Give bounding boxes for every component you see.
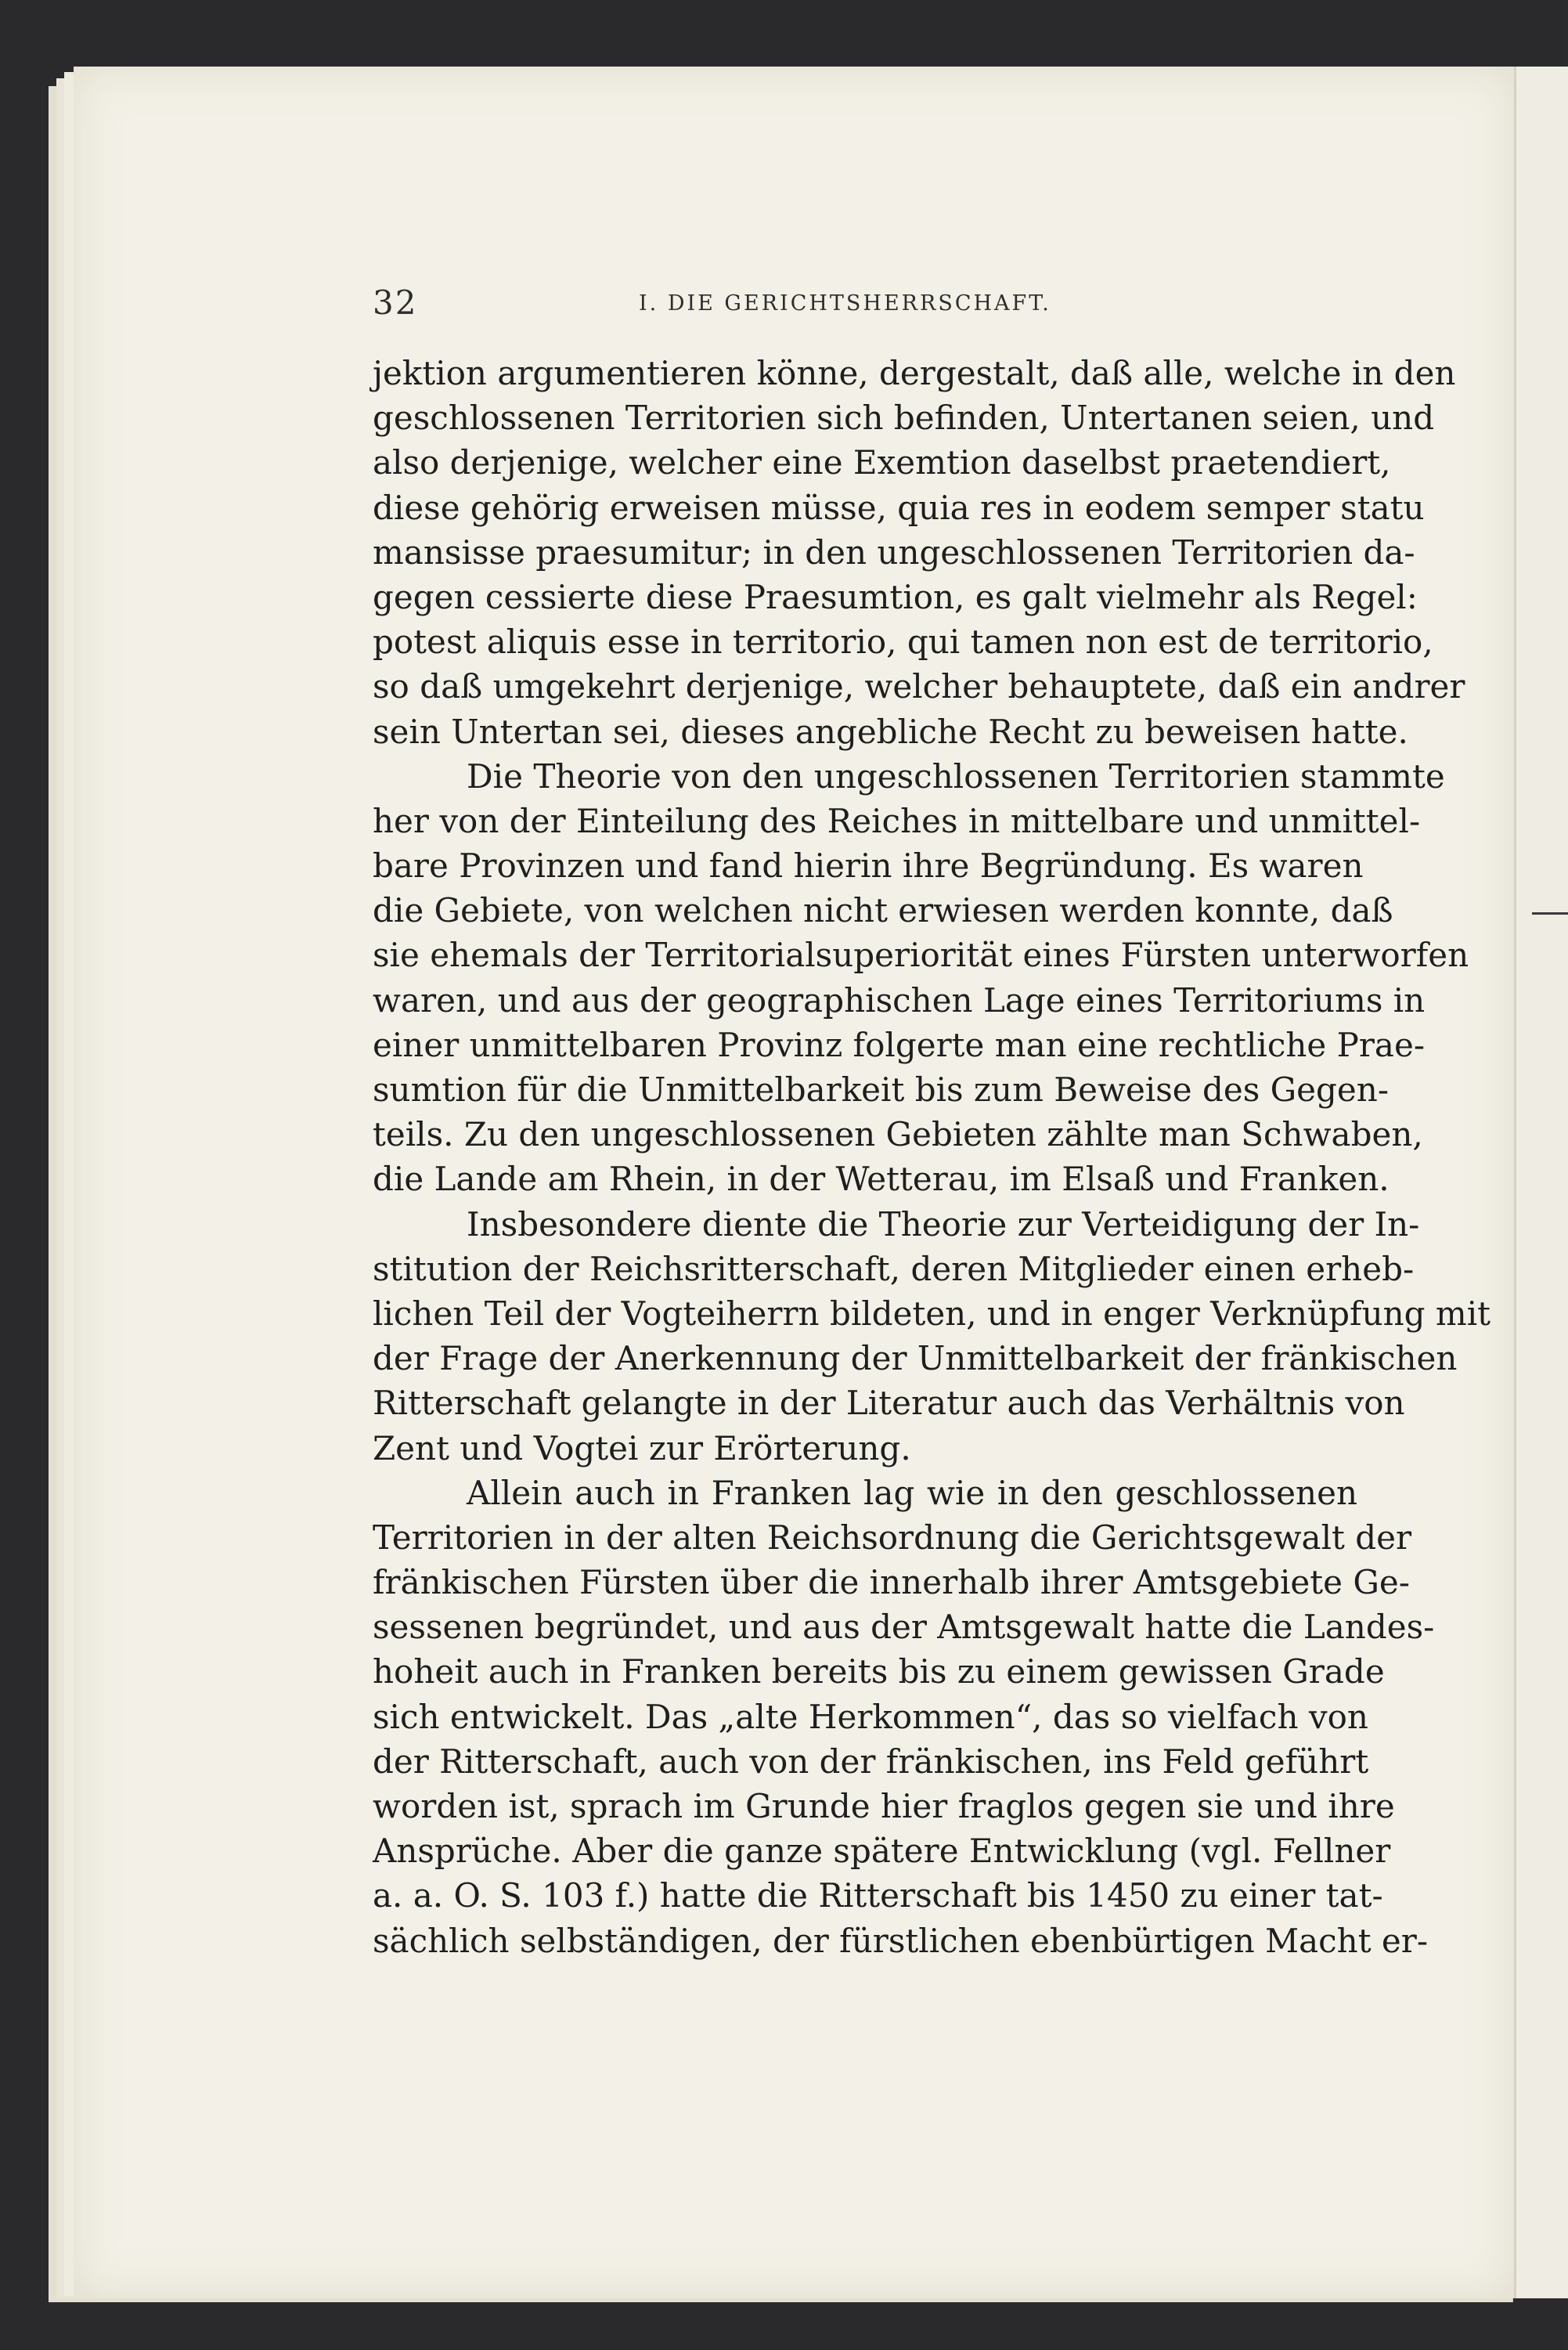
text-line: sie ehemals der Territorialsuperiorität eines Fürsten unterworfen [373,936,1469,975]
text-line: bare Provinzen und fand hierin ihre Begründung. Es waren [373,847,1364,886]
text-line: sein Untertan sei, dieses angebliche Recht zu beweisen hatte. [373,712,1408,751]
text-line: Zent und Vogtei zur Erörterung. [373,1428,911,1467]
text-line: die Lande am Rhein, in der Wetterau, im Elsaß und Franken. [373,1160,1390,1199]
text-line: sumtion für die Unmittelbarkeit bis zum Beweise des Gegen- [373,1070,1390,1109]
facing-page-mark [1532,912,1568,915]
text-line: einer unmittelbaren Provinz folgerte man eine rechtliche Prae- [373,1025,1426,1064]
text-line: der Ritterschaft, auch von der fränkischen, ins Feld geführt [373,1742,1369,1781]
text-line: sächlich selbständigen, der fürstlichen ebenbürtigen Macht er- [373,1921,1429,1960]
text-line: Territorien in der alten Reichsordnung die Gerichtsgewalt der [373,1518,1412,1557]
page-number: 32 [373,283,418,322]
text-line: der Frage der Anerkennung der Unmittelbarkeit der fränkischen [373,1339,1458,1378]
text-line: so daß umgekehrt derjenige, welcher behauptete, daß ein andrer [373,667,1465,706]
text-line: sessenen begründet, und aus der Amtsgewalt hatte die Landes- [373,1608,1435,1647]
text-line: her von der Einteilung des Reiches in mittelbare und unmittel- [373,801,1421,840]
text-line: geschlossenen Territorien sich befinden, Untertanen seien, und [373,399,1435,438]
text-line: sich entwickelt. Das „alte Herkommen“, das so vielfach von [373,1697,1368,1736]
text-line: teils. Zu den ungeschlossenen Gebieten zählte man Schwaben, [373,1115,1423,1154]
text-line: stitution der Reichsritterschaft, deren Mitglieder einen erheb- [373,1249,1415,1288]
text-line: Ansprüche. Aber die ganze spätere Entwicklung (vgl. Fellner [373,1832,1391,1871]
text-line: lichen Teil der Vogteiherrn bildeten, und in enger Verknüpfung mit [373,1294,1491,1333]
text-line: potest aliquis esse in territorio, qui tamen non est de territorio, [373,623,1433,662]
running-head: I. DIE GERICHTSHERRSCHAFT. [639,291,1051,316]
paragraph-start-line: Allein auch in Franken lag wie in den geschlossenen [467,1473,1357,1512]
facing-page-edge [1514,67,1568,2298]
text-line: hoheit auch in Franken bereits bis zu einem gewissen Grade [373,1652,1385,1691]
paragraph-start-line: Die Theorie von den ungeschlossenen Territorien stammte [467,756,1445,796]
text-line: jektion argumentieren könne, dergestalt, daß alle, welche in den [373,354,1456,392]
text-line: diese gehörig erweisen müsse, quia res in eodem semper statu [373,488,1425,527]
text-line: gegen cessierte diese Praesumtion, es galt vielmehr als Regel: [373,577,1418,616]
text-line: worden ist, sprach im Grunde hier fraglos gegen sie und ihre [373,1787,1395,1825]
text-line: a. a. O. S. 103 f.) hatte die Ritterschaft bis 1450 zu einer tat- [373,1876,1383,1915]
body-text [373,351,1491,1963]
text-line: fränkischen Fürsten über die innerhalb ihrer Amtsgebiete Ge- [373,1563,1410,1602]
text-line: also derjenige, welcher eine Exemtion daselbst praetendiert, [373,443,1391,482]
text-line: mansisse praesumitur; in den ungeschlossenen Territorien da- [373,532,1415,572]
text-line: die Gebiete, von welchen nicht erwiesen werden konnte, daß [373,891,1393,930]
text-line: waren, und aus der geographischen Lage eines Territoriums in [373,980,1426,1020]
page-header [373,283,1375,323]
text-line: Ritterschaft gelangte in der Literatur auch das Verhältnis von [373,1384,1405,1423]
paragraph-start-line: Insbesondere diente die Theorie zur Verteidigung der In- [467,1204,1420,1244]
